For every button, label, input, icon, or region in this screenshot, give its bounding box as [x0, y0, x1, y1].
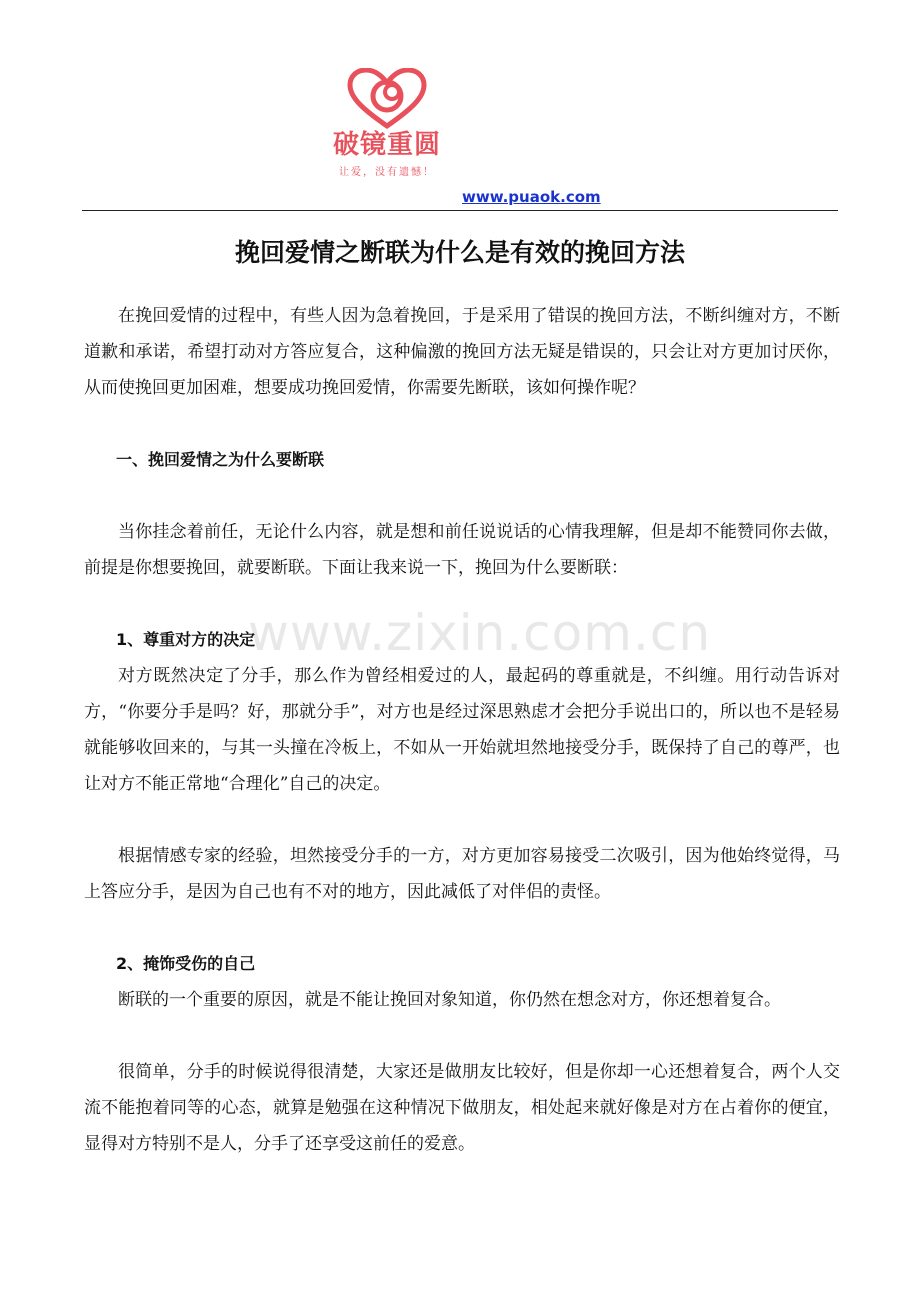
brand-logo	[322, 68, 452, 180]
document-title: 挽回爱情之断联为什么是有效的挽回方法	[234, 237, 685, 267]
site-url-link[interactable]: www.puaok.com	[462, 188, 601, 206]
intro-paragraph: 在挽回爱情的过程中，有些人因为急着挽回，于是采用了错误的挽回方法，不断纠缠对方，不断道歉和承诺，希望打动对方答应复合，这种偏激的挽回方法无疑是错误的，只会让对方更加讨厌你，从而使挽回更加困难，想要成功挽回爱情，你需要先断联，该如何操作呢？	[84, 306, 840, 398]
subsection-2-heading: 2、掩饰受伤的自己	[116, 954, 256, 973]
logo-slogan: 让爱，没有遗憾！	[339, 167, 435, 178]
subsection-1-paragraph-1: 对方既然决定了分手，那么作为曾经相爱过的人，最起码的尊重就是，不纠缠。用行动告诉对方，“你要分手是吗？好，那就分手”，对方也是经过深思熟虑才会把分手说出口的，所以也不是轻易就能够收回来的，与其一头撞在冷板上，不如从一开始就坦然地接受分手，既保持了自己的尊严，也让对方不能正常地“合理化”自己的决定。	[84, 666, 840, 794]
logo-title: 破镜重圆	[332, 130, 441, 160]
subsection-1-paragraph-2: 根据情感专家的经验，坦然接受分手的一方，对方更加容易接受二次吸引，因为他始终觉得，马上答应分手，是因为自己也有不对的地方，因此减低了对伴侣的责怪。	[84, 846, 840, 902]
subsection-2-paragraph-1: 断联的一个重要的原因，就是不能让挽回对象知道，你仍然在想念对方，你还想着复合。	[118, 990, 781, 1010]
subsection-1-heading: 1、尊重对方的决定	[116, 630, 256, 649]
header-divider	[82, 210, 838, 211]
section-1-heading: 一、挽回爱情之为什么要断联	[116, 450, 325, 469]
subsection-2-paragraph-2: 很简单，分手的时候说得很清楚，大家还是做朋友比较好，但是你却一心还想着复合，两个人交流不能抱着同等的心态，就算是勉强在这种情况下做朋友，相处起来就好像是对方在占着你的便宜，显得对方特别不是人，分手了还享受这前任的爱意。	[84, 1062, 840, 1154]
section-1-paragraph: 当你挂念着前任，无论什么内容，就是想和前任说说话的心情我理解，但是却不能赞同你去做，前提是你想要挽回，就要断联。下面让我来说一下，挽回为什么要断联：	[84, 522, 840, 578]
watermark: www.zixin.com.cn	[248, 604, 712, 662]
heart-logo-icon	[346, 68, 428, 130]
